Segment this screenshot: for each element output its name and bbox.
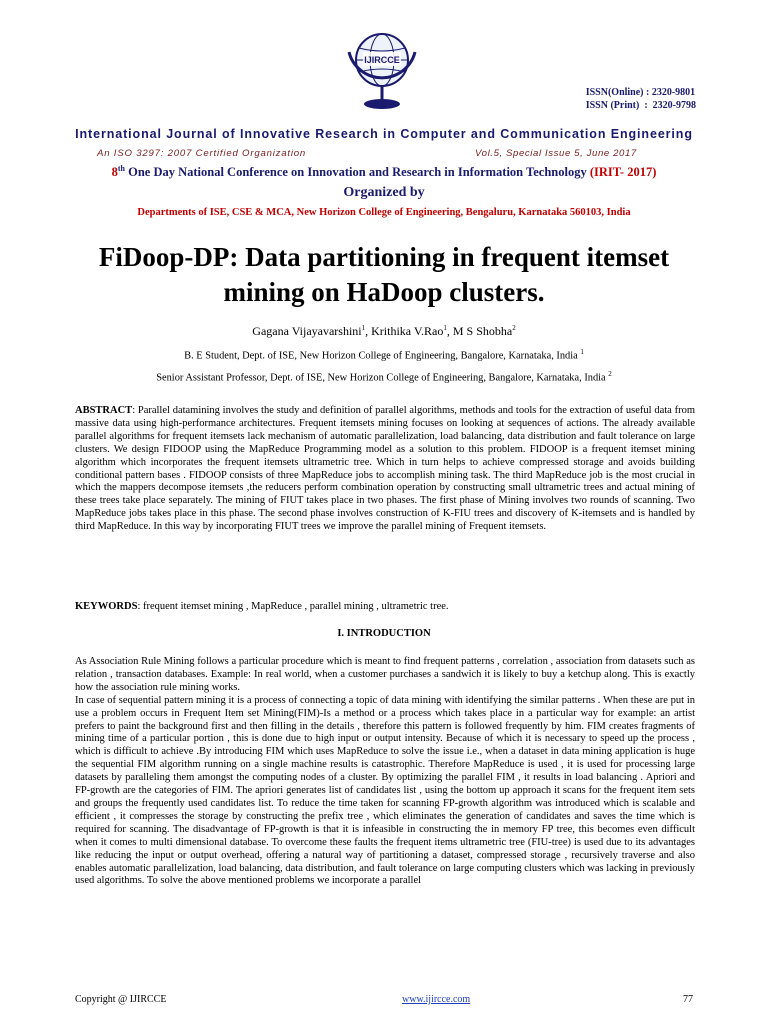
conference-ordinal: th: [117, 164, 125, 173]
conference-number: 8: [111, 165, 118, 180]
affiliation-1-sup: 1: [580, 348, 584, 356]
keywords-text: : frequent itemset mining , MapReduce , parallel mining , ultrametric tree.: [137, 601, 449, 612]
author-2: , Krithika V.Rao: [365, 324, 444, 338]
issn-print: ISSN (Print) : 2320-9798: [585, 100, 696, 111]
departments: Departments of ISE, CSE & MCA, New Horizon College of Engineering, Bengaluru, Karnataka 560103, India: [137, 207, 631, 218]
keywords: [75, 601, 695, 614]
author-line: [0, 324, 768, 339]
abstract-label: ABSTRACT: [75, 405, 133, 416]
footer-website-link[interactable]: www.ijircce.com: [402, 994, 471, 1005]
journal-name: International Journal of Innovative Research in Computer and Communication Engineering: [75, 127, 693, 141]
volume-info: Vol.5, Special Issue 5, June 2017: [475, 148, 637, 159]
intro-paragraph-1: As Association Rule Mining follows a particular procedure which is meant to find frequent patterns , correlation , association from datasets such as relation , transaction databases. Example: In real world, when a customer purchases a sandwich it is likely to buy a ketchup along. This is exactly how the association rule mining works.: [75, 656, 695, 693]
conference-name: One Day National Conference on Innovation and Research in Information Technology: [124, 165, 590, 180]
affiliation-1: [0, 348, 768, 361]
keywords-label: KEYWORDS: [75, 601, 138, 612]
affiliation-2: [0, 370, 768, 383]
conference-acronym: (IRIT- 2017): [589, 165, 657, 180]
affiliation-2-sup: 2: [608, 370, 612, 378]
author-2-sup: 1: [443, 324, 447, 332]
author-1: Gagana Vijayavarshini: [252, 324, 362, 338]
section-heading: I. INTRODUCTION: [337, 628, 431, 639]
organized-by: Organized by: [343, 185, 425, 200]
footer-copyright: Copyright @ IJIRCCE: [75, 994, 167, 1005]
issn-online: ISSN(Online) : 2320-9801: [585, 87, 696, 98]
conference-line: [0, 164, 768, 180]
author-1-sup: 1: [361, 324, 366, 332]
author-3-sup: 2: [512, 324, 516, 332]
intro-paragraph-2: In case of sequential pattern mining it is a process of connecting a topic of data mining with identifying the similar patterns . When these are put in use a problem occurs in Frequent Item set Mining(FIM)-Is a method or a process which takes place in a particular way for example: an artist prefers to paint the background first and then filling in the details , therefore this pattern is followed frequently by him. FIM creates fragments of mining time of a particular portion , this is done due to high input or output intensity. Because of which it is necessary to speed up the process , which is difficult to achieve .By introducing FIM which uses MapReduce to solve the issue i.e., when a dataset in data mining application is huge the sequential FIM algorithm running on a single machine results is catastrophic. Therefore MapReduce is used , it is used for processing large datasets by paralleling them amongst the computing nodes of a cluster. By optimizing the parallel FIM , it results in load balancing . Apriori and FP-growth are the categories of FIM. The apriori generates list of candidates list , using the bottom up approach it scans for the frequent item sets and groups the frequently used candidates list. To reduce the time taken for scanning FP-growth algorithm was introduced which is scalable and efficient , it compresses the storage by constructing the prefix tree , which eliminates the generation of candidates and saves the time which is required for scanning. The disadvantage of FP-growth is that it is infeasible in constructing the in memory FP tree, this becomes even difficult when it comes to multi dimensional database. To overcome these faults the frequent items ultrametric tree (FIU-tree) is used due to its advantages like reducing the input or output overhead, offering a natural way of partitioning a dataset, compressed storage , recursively traverse and also enables automatic parallelization, load balancing, data distribution, and fault tolerance on large computing clusters which was lacking in previously used algorithms. To solve the above mentioned problems we incorporate a parallel: [75, 694, 695, 887]
affiliation-2-text: Senior Assistant Professor, Dept. of ISE, New Horizon College of Engineering, Bangalore, Karnataka, India: [156, 372, 609, 384]
footer-page-number: 77: [683, 994, 693, 1005]
ijircce-logo-globe-icon: [327, 22, 437, 122]
logo-text: IJIRCCE: [364, 55, 400, 65]
abstract-text: : Parallel datamining involves the study and definition of parallel algorithms, methods and tools for the extraction of useful data from massive data using high-performance architectures. Frequent itemsets mining focuses on looking at sequences of actions. The already available parallel algorithms for frequent itemsets lack mechanism of automatic parallelization, load balancing, data distribution and fault tolerance on large clusters. We design FIDOOP using the MapReduce Programming model as a solution to this problem. FIDOOP is a frequent itemset mining algorithm which incorporates the frequent itemsets ultrametric tree. Which in turn helps to achieve compressed storage and avoids building conditional pattern bases . FIDOOP consists of three MapReduce jobs to accomplish mining task. The third MapReduce job is the most crucial in which the mappers decompose itemsets ,the reducers perform combination operation by constructing small ultrametric trees and actual mining of these trees take place separately. The mining of FIUT takes place in two phases. The first phase of Mining involves two rounds of scanning. Two MapReduce jobs takes place in this phase. The second phase involves construction of K-FIU trees and discovery of K-itemsets and is handled by third MapReduce. In this way by incorporating FIUT trees we improve the parallel mining of Frequent itemsets.: [75, 405, 695, 533]
paper-title: FiDoop-DP: Data partitioning in frequent itemset mining on HaDoop clusters.: [98, 242, 670, 307]
certification: An ISO 3297: 2007 Certified Organization: [97, 148, 307, 159]
introduction-body: [75, 656, 695, 888]
author-3: , M S Shobha: [446, 324, 513, 338]
issn-block: [586, 86, 696, 112]
abstract: [75, 405, 695, 534]
affiliation-1-text: B. E Student, Dept. of ISE, New Horizon College of Engineering, Bangalore, Karnataka, India: [184, 350, 581, 362]
